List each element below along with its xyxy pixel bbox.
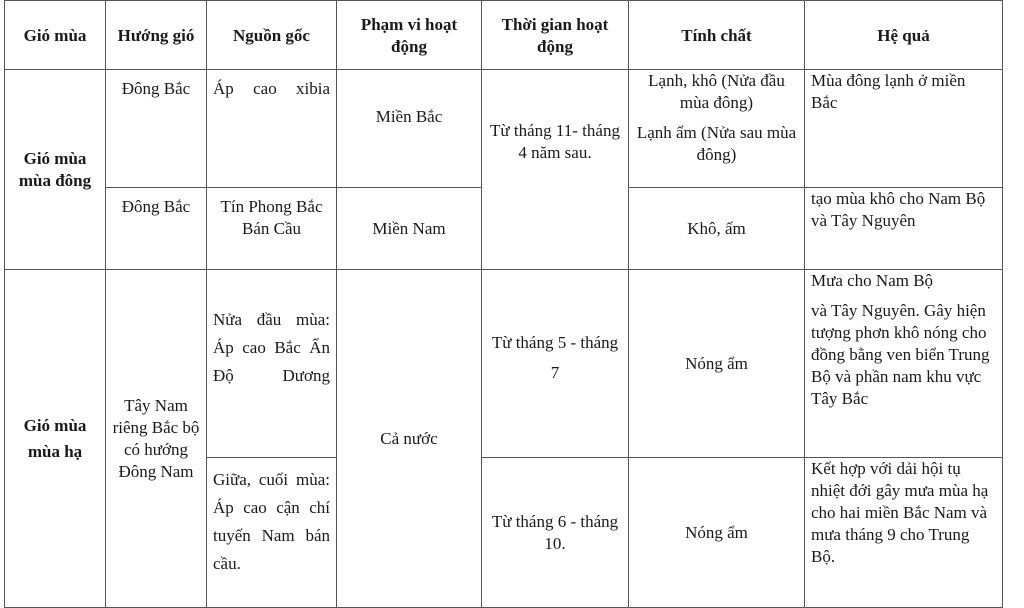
header-direction: Hướng gió xyxy=(106,1,207,70)
winter-effect-1: Mùa đông lạnh ở miền Bắc xyxy=(805,70,1003,188)
monsoon-table-container xyxy=(4,0,1004,607)
winter-time: Từ tháng 11- tháng 4 năm sau. xyxy=(482,70,629,270)
header-row xyxy=(5,1,1003,70)
header-time: Thời gian hoạt động xyxy=(482,1,629,70)
header-nature: Tính chất xyxy=(629,1,805,70)
header-origin: Nguồn gốc xyxy=(207,1,337,70)
header-wind: Gió mùa xyxy=(5,1,106,70)
summer-monsoon-name: Gió mùa mùa hạ xyxy=(5,270,106,608)
summer-nature-2: Nóng ẩm xyxy=(629,458,805,608)
winter-scope-1: Miền Bắc xyxy=(337,70,482,188)
winter-effect-2: tạo mùa khô cho Nam Bộ và Tây Nguyên xyxy=(805,188,1003,270)
summer-effect-1 xyxy=(805,270,1003,458)
summer-time-2: Từ tháng 6 - tháng 10. xyxy=(482,458,629,608)
table-row-summer-1 xyxy=(5,270,1003,458)
summer-direction: Tây Nam riêng Bắc bộ có hướng Đông Nam xyxy=(106,270,207,608)
winter-monsoon-name: Gió mùa mùa đông xyxy=(5,70,106,270)
summer-time-1: Từ tháng 5 - tháng 7 xyxy=(482,270,629,458)
winter-origin-1: Áp cao xibia xyxy=(207,70,337,188)
summer-effect-2: Kết hợp với dải hội tụ nhiệt đới gây mưa mùa hạ cho hai miền Bắc Nam và mưa tháng 9 cho Trung Bộ. xyxy=(805,458,1003,608)
summer-scope: Cả nước xyxy=(337,270,482,608)
winter-direction-2: Đông Bắc xyxy=(106,188,207,270)
winter-nature-2: Khô, ấm xyxy=(629,188,805,270)
winter-direction-1: Đông Bắc xyxy=(106,70,207,188)
summer-effect-1b: và Tây Nguyên. Gây hiện tượng phơn khô nóng cho đồng bằng ven biển Trung Bộ và phần nam khu vực Tây Bắc xyxy=(811,301,990,408)
winter-scope-2: Miền Nam xyxy=(337,188,482,270)
summer-effect-1a: Mưa cho Nam Bộ xyxy=(811,271,934,290)
winter-nature-1a: Lạnh, khô (Nửa đầu mùa đông) xyxy=(648,71,785,112)
winter-nature-1b: Lạnh ẩm (Nửa sau mùa đông) xyxy=(636,123,797,164)
header-scope: Phạm vi hoạt động xyxy=(337,1,482,70)
monsoon-table xyxy=(4,0,1003,608)
summer-origin-2: Giữa, cuối mùa: Áp cao cận chí tuyến Nam bán cầu. xyxy=(207,458,337,608)
winter-origin-2: Tín Phong Bắc Bán Cầu xyxy=(207,188,337,270)
table-row-winter-1 xyxy=(5,70,1003,188)
summer-origin-1: Nửa đầu mùa: Áp cao Bắc Ấn Độ Dương xyxy=(207,270,337,458)
header-effect: Hệ quả xyxy=(805,1,1003,70)
summer-nature-1: Nóng ẩm xyxy=(629,270,805,458)
winter-nature-1 xyxy=(629,70,805,188)
